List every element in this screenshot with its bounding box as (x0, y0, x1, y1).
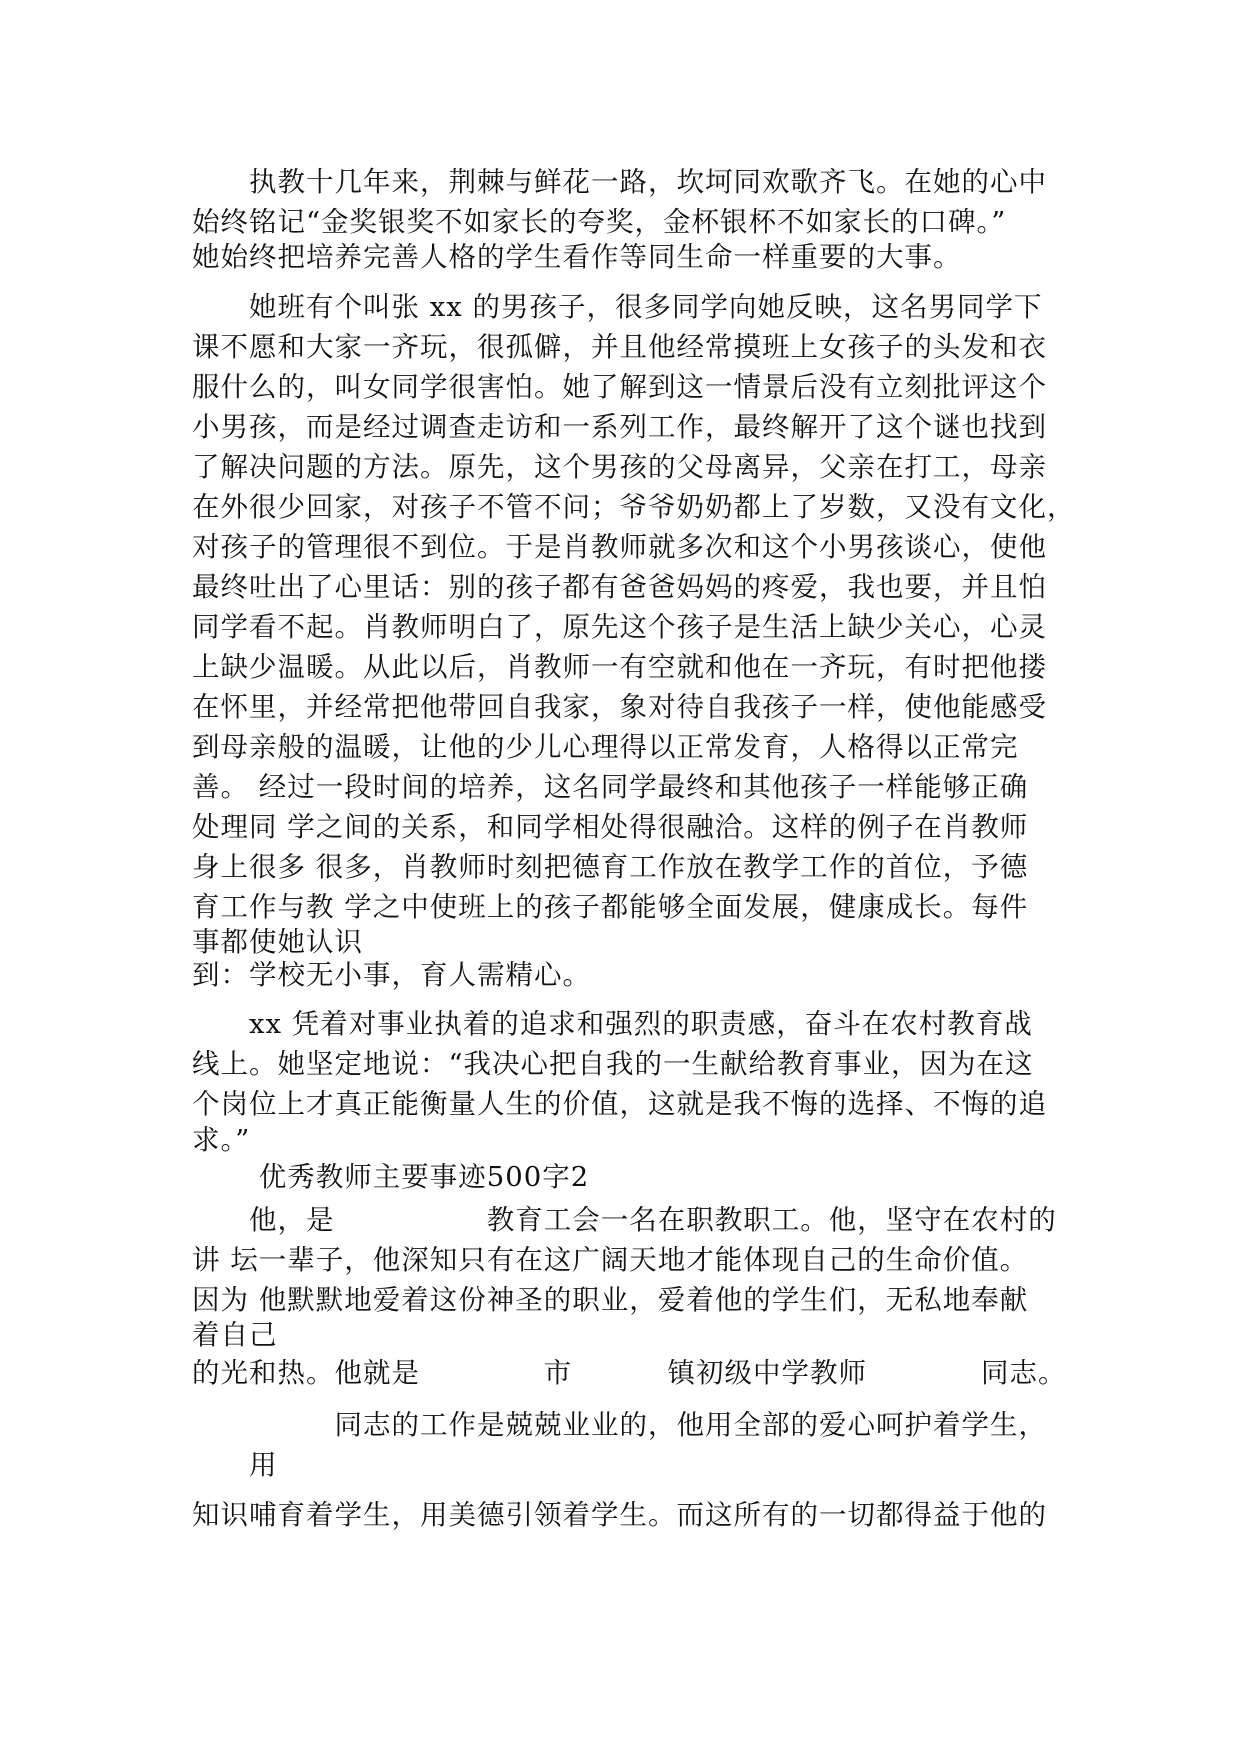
text-line: 的光和热。他就是 市 镇初级中学教师 同志。 (192, 1357, 1067, 1389)
text-line: 最终吐出了心里话：别的孩子都有爸爸妈妈的疼爱，我也要，并且怕 (192, 571, 1047, 603)
section-heading: 优秀教师主要事迹500字2 (192, 1161, 590, 1193)
text-line: 善。 经过一段时间的培养，这名同学最终和其他孩子一样能够正确 (192, 771, 1029, 803)
text-line: 身上很多 很多，肖教师时刻把德育工作放在教学工作的首位，予德 (192, 851, 1029, 883)
text-line: 在怀里，并经常把他带回自我家，象对待自我孩子一样，使他能感受 (192, 691, 1047, 723)
text-line: 求。” (192, 1124, 251, 1156)
text-line: xx 凭着对事业执着的追求和强烈的职责感，奋斗在农村教育战 (192, 1008, 1033, 1040)
text-line: 到：学校无小事，育人需精心。 (192, 959, 591, 991)
text-line: 她班有个叫张 xx 的男孩子，很多同学向她反映，这名男同学下 (192, 291, 1043, 323)
text-line: 事都使她认识 (192, 926, 363, 958)
text-line: 上缺少温暖。从此以后，肖教师一有空就和他在一齐玩，有时把他搂 (192, 651, 1047, 683)
text-line: 线上。她坚定地说：“我决心把自我的一生献给教育事业，因为在这 (192, 1048, 1034, 1080)
text-line: 处理同 学之间的关系，和同学相处得很融洽。这样的例子在肖教师 (192, 811, 1029, 843)
text-line: 到母亲般的温暖，让他的少儿心理得以正常发育，人格得以正常完 (192, 731, 1019, 763)
text-line: 个岗位上才真正能衡量人生的价值，这就是我不悔的选择、不悔的追 (192, 1088, 1047, 1120)
text-line: 小男孩，而是经过调查走访和一系列工作，最终解开了这个谜也找到 (192, 411, 1047, 443)
text-line: 她始终把培养完善人格的学生看作等同生命一样重要的大事。 (192, 241, 962, 273)
text-line: 对孩子的管理很不到位。于是肖教师就多次和这个小男孩谈心，使他 (192, 531, 1047, 563)
text-line: 因为 他默默地爱着这份神圣的职业，爱着他的学生们，无私地奉献 (192, 1284, 1029, 1316)
text-line: 育工作与教 学之中使班上的孩子都能够全面发展，健康成长。每件 (192, 891, 1029, 923)
text-line: 用 (192, 1449, 278, 1481)
text-line: 讲 坛一辈子，他深知只有在这广阔天地才能体现自己的生命价值。 (192, 1244, 1029, 1276)
text-line: 着自己 (192, 1319, 278, 1351)
text-line: 始终铭记“金奖银奖不如家长的夸奖，金杯银杯不如家长的口碑。” (192, 206, 1007, 238)
text-line: 课不愿和大家一齐玩，很孤僻，并且他经常摸班上女孩子的头发和衣 (192, 331, 1047, 363)
text-line: 他，是 教育工会一名在职教职工。他，坚守在农村的 (192, 1204, 1057, 1236)
text-line: 知识哺育着学生，用美德引领着学生。而这所有的一切都得益于他的 (192, 1499, 1047, 1531)
text-line: 执教十几年来，荆棘与鲜花一路，坎坷同欢歌齐飞。在她的心中 (192, 166, 1047, 198)
text-line: 同学看不起。肖教师明白了，原先这个孩子是生活上缺少关心，心灵 (192, 611, 1047, 643)
text-line: 同志的工作是兢兢业业的，他用全部的爱心呵护着学生， (192, 1409, 1047, 1441)
text-line: 在外很少回家，对孩子不管不问；爷爷奶奶都上了岁数，又没有文化， (192, 491, 1076, 523)
text-line: 服什么的，叫女同学很害怕。她了解到这一情景后没有立刻批评这个 (192, 371, 1047, 403)
text-line: 了解决问题的方法。原先，这个男孩的父母离异，父亲在打工，母亲 (192, 451, 1047, 483)
